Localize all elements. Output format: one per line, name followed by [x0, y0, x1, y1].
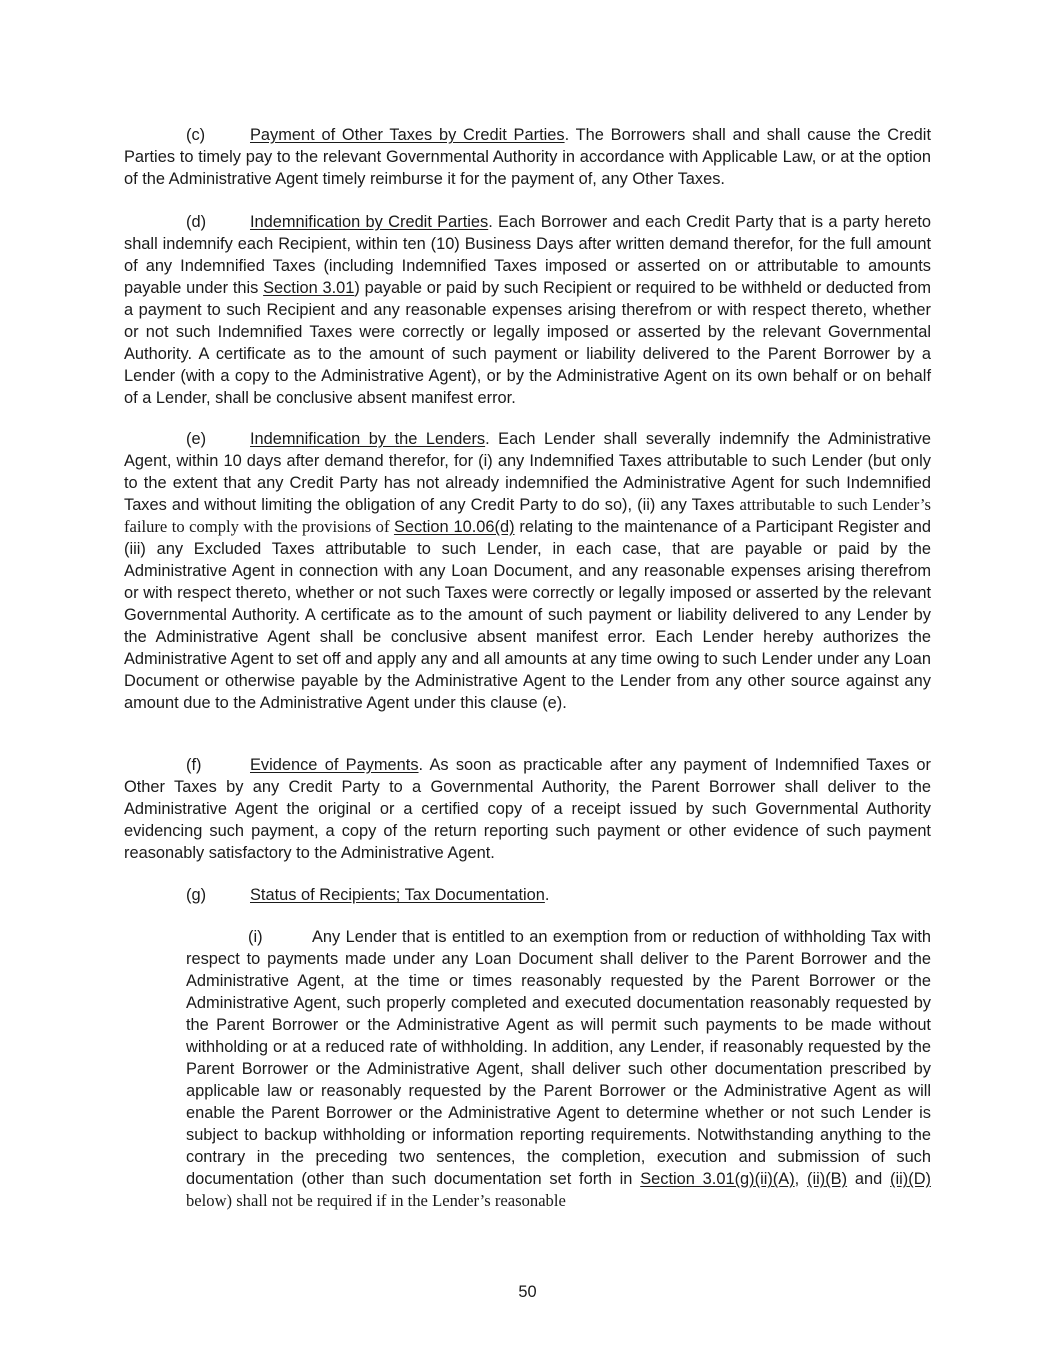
- paragraph-e: [124, 428, 931, 714]
- section-heading: Status of Recipients; Tax Documentation: [250, 886, 545, 904]
- section-heading: Evidence of Payments: [250, 756, 419, 774]
- paragraph-label: (d): [186, 213, 207, 231]
- paragraph-c: [124, 124, 931, 190]
- section-heading: Payment of Other Taxes by Credit Parties: [250, 126, 565, 144]
- section-reference-link[interactable]: Section 3.01(g)(ii)(A): [640, 1170, 795, 1188]
- heading-period: .: [544, 886, 550, 904]
- separator-text: ,: [794, 1170, 808, 1188]
- section-heading: Indemnification by Credit Parties: [250, 213, 489, 231]
- paragraph-d: [124, 211, 931, 409]
- paragraph-g-i: [186, 926, 931, 1212]
- paragraph-label: (e): [186, 430, 207, 448]
- paragraph-g: [124, 884, 931, 906]
- paragraph-label: (f): [186, 756, 202, 774]
- paragraph-label: (i): [248, 928, 263, 946]
- section-heading: Indemnification by the Lenders: [250, 430, 486, 448]
- paragraph-text: relating to the maintenance of a Participant Register and (iii) any Excluded Taxes attributable to such Lender, in each case, that are payable or paid by the Administrative Agent in connection with any Loan Document, and any reasonable expenses arising therefrom or with respect thereto, whether or not such Taxes were correctly or legally imposed or asserted by the relevant Governmental Authority. A certificate as to the amount of such payment or liability delivered to any Lender by the Administrative Agent shall be conclusive absent manifest error. Each Lender hereby authorizes the Administrative Agent to set off and apply any and all amounts at any time owing to such Lender under any Loan Document or otherwise payable by the Administrative Agent to the Lender from any other source against any amount due to the Administrative Agent under this clause (e).: [124, 518, 932, 712]
- section-reference-link[interactable]: (ii)(D): [890, 1170, 931, 1188]
- paragraph-text: . Each Lender shall severally indemnify the Administrative Agent, within 10 days after demand therefor, for (i) any Indemnified Taxes attributable to such Lender (but only to the extent that any Credit Party has not already indemnified the Administrative Agent for such Indemnified Taxes and without limiting the obligation of any Credit Party to do so), (ii) any Taxes: [124, 430, 931, 514]
- section-reference-link[interactable]: Section 3.01: [263, 279, 355, 297]
- paragraph-text: ) payable or paid by such Recipient or required to be withheld or deducted from a payment to such Recipient and any reasonable expenses arising therefrom or with respect thereto, whether or not such Indemnified Taxes were correctly or legally imposed or asserted by the relevant Governmental Authority. A certificate as to the amount of such payment or liability delivered to the Parent Borrower by a Lender (with a copy to the Administrative Agent), or by the Administrative Agent on its own behalf or on behalf of a Lender, shall be conclusive absent manifest error.: [124, 279, 931, 407]
- paragraph-text: Any Lender that is entitled to an exemption from or reduction of withholding Tax with respect to payments made under any Loan Document shall deliver to the Parent Borrower and the Administrative Agent, at the time or times reasonably requested by the Parent Borrower or the Administrative Agent, such properly completed and executed documentation reasonably requested by the Parent Borrower or the Administrative Agent as will permit such payments to be made without withholding or at a reduced rate of withholding. In addition, any Lender, if reasonably requested by the Parent Borrower or the Administrative Agent, shall deliver such other documentation prescribed by applicable law or reasonably requested by the Parent Borrower or the Administrative Agent as will enable the Parent Borrower or the Administrative Agent to determine whether or not such Lender is subject to backup withholding or information reporting requirements. Notwithstanding anything to the contrary in the preceding two sentences, the completion, execution and submission of such documentation (other than such documentation set forth in: [186, 928, 931, 1188]
- separator-text: and: [847, 1170, 891, 1188]
- paragraph-text: . As soon as practicable after any payment of Indemnified Taxes or Other Taxes by any Credit Party to a Governmental Authority, the Parent Borrower shall deliver to the Administrative Agent the original or a certified copy of a receipt issued by such Governmental Authority evidencing such payment, a copy of the return reporting such payment or other evidence of such payment reasonably satisfactory to the Administrative Agent.: [124, 756, 932, 862]
- paragraph-text: . Each Borrower and each Credit Party that is a party hereto shall indemnify each Recipient, within ten (10) Business Days after written demand therefor, for the full amount of any Indemnified Taxes (including Indemnified Taxes imposed or asserted on or attributable to amounts payable under this: [124, 213, 931, 297]
- paragraph-f: [124, 754, 931, 864]
- page-number: 50: [518, 1283, 537, 1301]
- paragraph-text: attributable to such Lender’s failure to comply with the provisions of: [124, 495, 931, 536]
- paragraph-text: . The Borrowers shall and shall cause the Credit Parties to timely pay to the relevant Governmental Authority in accordance with Applicable Law, or at the option of the Administrative Agent timely reimburse it for the payment of, any Other Taxes.: [124, 126, 931, 188]
- paragraph-label: (g): [186, 886, 207, 904]
- paragraph-label: (c): [186, 126, 206, 144]
- section-reference-link[interactable]: Section 10.06(d): [393, 518, 515, 536]
- paragraph-text: below) shall not be required if in the Lender’s reasonable: [186, 1191, 566, 1210]
- section-reference-link[interactable]: (ii)(B): [807, 1170, 848, 1188]
